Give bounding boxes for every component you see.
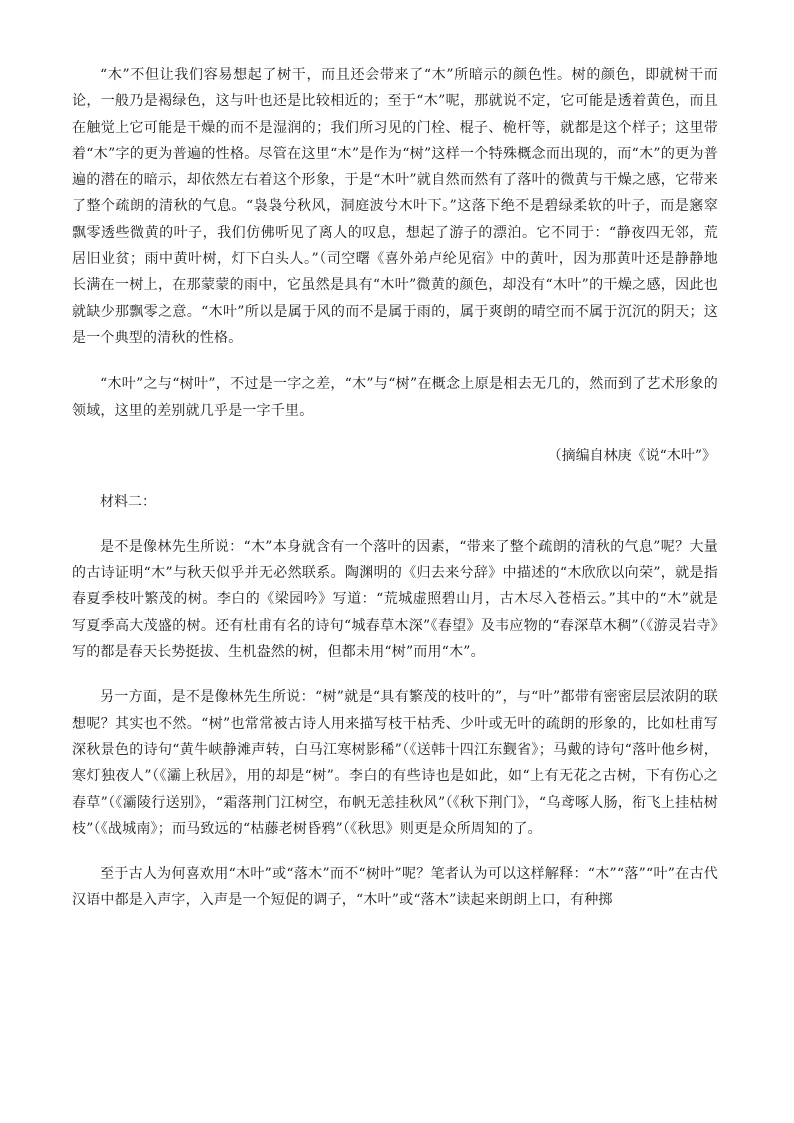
paragraph-4: 另一方面，是不是像林先生所说：“树”就是“具有繁茂的枝叶的”，与“叶”都带有密密层层浓阴的联想呢？其实也不然。“树”也常常被古诗人用来描写枝干枯秃、少叶或无叶的疏朗的形象的，比如杜甫写深秋景色的诗句“黄牛峡静滩声转，白马江寒树影稀”（《送韩十四江东觐省》；马戴的诗句“落叶他乡树，寒灯独夜人”（《灞上秋居》，用的却是“树”。李白的有些诗也是如此，如“上有无花之古树，下有伤心之春草”（《灞陵行送别》，“霜落荆门江树空，布帆无恙挂秋风”（《秋下荆门》，“乌鸢啄人肠，衔飞上挂枯树枝”（《战城南》；而马致远的“枯藤老树昏鸦”（《秋思》则更是众所周知的了。 — [72, 689, 718, 837]
paragraph-5: 至于古人为何喜欢用“木叶”或“落木”而不“树叶”呢？笔者认为可以这样解释：“木”“落”“叶”在古代汉语中都是入声字，入声是一个短促的调子，“木叶”或“落木”读起来朗朗上口，有种掷 — [72, 866, 718, 909]
document-page — [72, 62, 718, 914]
paragraph-1: “木”不但让我们容易想起了树干，而且还会带来了“木”所暗示的颜色性。树的颜色，即就树干而论，一般乃是褐绿色，这与叶也还是比较相近的；至于“木”呢，那就说不定，它可能是透着黄色，而且在触觉上它可能是干燥的而不是湿润的；我们所习见的门栓、棍子、桅杆等，就都是这个样子；这里带着“木”字的更为普遍的性格。尽管在这里“木”是作为“树”这样一个特殊概念而出现的，而“木”的更为普遍的潜在的暗示，却依然左右着这个形象，于是“木叶”就自然而然有了落叶的微黄与干燥之感，它带来了整个疏朗的清秋的气息。“袅袅兮秋风，洞庭波兮木叶下。”这落下绝不是碧绿柔软的叶子，而是窸窣飘零透些微黄的叶子，我们仿佛听见了离人的叹息，想起了游子的漂泊。它不同于：“静夜四无邻，荒居旧业贫；雨中黄叶树，灯下白头人。”（司空曙《喜外弟卢纶见宿》中的黄叶，因为那黄叶还是静静地长满在一树上，在那蒙蒙的雨中，它虽然是具有“木叶”微黄的颜色，却没有“木叶”的干燥之感，因此也就缺少那飘零之意。“木叶”所以是属于风的而不是属于雨的，属于爽朗的晴空而不属于沉沉的阴天；这是一个典型的清秋的性格。 — [72, 67, 718, 346]
source-citation: （摘编自林庚《说“木叶”》 — [547, 447, 716, 464]
paragraph-3: 是不是像林先生所说：“木”本身就含有一个落叶的因素，“带来了整个疏朗的清秋的气息”呢？大量的古诗证明“木”与秋天似乎并无必然联系。陶渊明的《归去来兮辞》中描述的“木欣欣以向荣”，就是指春夏季枝叶繁茂的树。李白的《梁园吟》写道：“荒城虚照碧山月，古木尽入苍梧云。”其中的“木”就是写夏季高大茂盛的树。还有杜甫有名的诗句“城春草木深”《春望》及韦应物的“春深草木稠”（《游灵岩寺》写的都是春天长势挺拔、生机盎然的树，但都未用“树”而用“木”。 — [72, 538, 718, 661]
paragraph-2: “木叶”之与“树叶”，不过是一字之差，“木”与“树”在概念上原是相去无几的，然而到了艺术形象的领域，这里的差别就几乎是一字千里。 — [72, 376, 718, 419]
material-two-label: 材料二： — [100, 493, 156, 510]
